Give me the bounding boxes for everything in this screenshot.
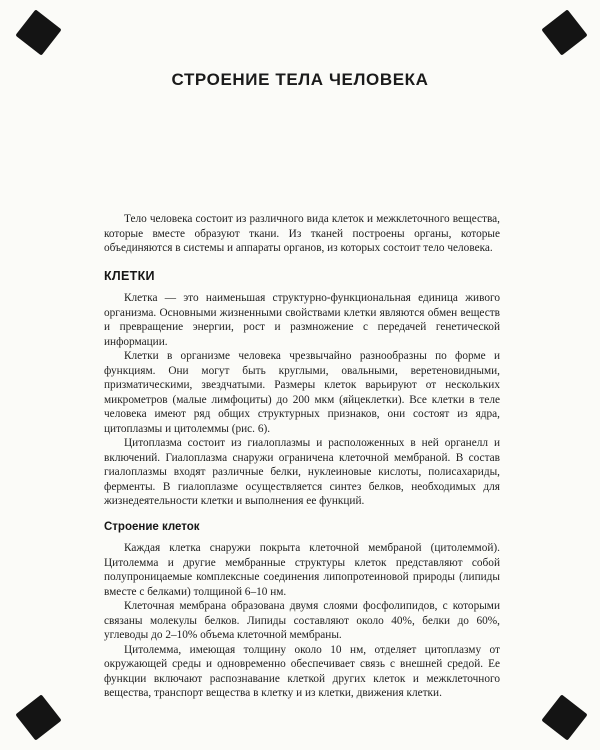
corner-mark-top-right — [541, 9, 587, 55]
page-title: СТРОЕНИЕ ТЕЛА ЧЕЛОВЕКА — [171, 70, 429, 89]
corner-mark-bottom-right — [541, 694, 587, 740]
paragraph-structure-3: Цитолемма, имеющая толщину около 10 нм, отделяет цитоплазму от окружающей среды и одновременно обеспечивает связь с внешней средой. Ее функции включают распознавание клеткой других клеток и межклеточного вещества, транспорт вещества в клетку и из клетки, движения клетки. — [104, 643, 500, 699]
paragraph-intro: Тело человека состоит из различного вида клеток и межклеточного вещества, которые вместе образуют ткани. Из тканей построены органы, которые объединяются в системы и аппараты органов, из которых состоит тело человека. — [104, 213, 500, 254]
paragraph-cells-3: Цитоплазма состоит из гиалоплазмы и расположенных в ней органелл и включений. Гиалоплазма снаружи ограничена клеточной мембраной. В состав гиалоплазмы входят различные белки, нуклеиновые кислоты, полисахариды, ферменты. В гиалоплазме осуществляется синтез белков, необходимых для жизнедеятельности клетки и выполнения ее функций. — [104, 437, 500, 507]
paragraph-cells-2: Клетки в организме человека чрезвычайно разнообразны по форме и функциям. Они могут быть круглыми, овальными, веретеновидными, призматическими, звездчатыми. Размеры клеток варьируют от нескольких микрометров (малые лимфоциты) до 200 мкм (яйцеклетки). Все клетки в теле человека имеют ряд общих структурных признаков, они состоят из ядра, цитоплазмы и цитолеммы (рис. 6). — [104, 350, 500, 435]
page-body — [104, 212, 500, 701]
paragraph-structure-1: Каждая клетка снаружи покрыта клеточной мембраной (цитолеммой). Цитолемма и другие мембранные структуры клеток представляют собой полупроницаемые комплексные соединения липопротеиновой природы (липиды вместе с белками) толщиной 6–10 нм. — [104, 542, 500, 598]
section-heading-cells: КЛЕТКИ — [104, 268, 155, 283]
paragraph-cells-1: Клетка — это наименьшая структурно-функциональная единица живого организма. Основными жизненными свойствами клетки являются обмен веществ и превращение энергии, рост и размножение с передачей генетической информации. — [104, 292, 500, 348]
corner-mark-top-left — [15, 9, 61, 55]
subsection-heading-cell-structure: Строение клеток — [104, 520, 200, 533]
corner-mark-bottom-left — [15, 694, 61, 740]
paragraph-structure-2: Клеточная мембрана образована двумя слоями фосфолипидов, с которыми связаны молекулы белков. Липиды составляют около 40%, белки до 60%, углеводы до 2–10% объема клеточной мембраны. — [104, 600, 500, 641]
